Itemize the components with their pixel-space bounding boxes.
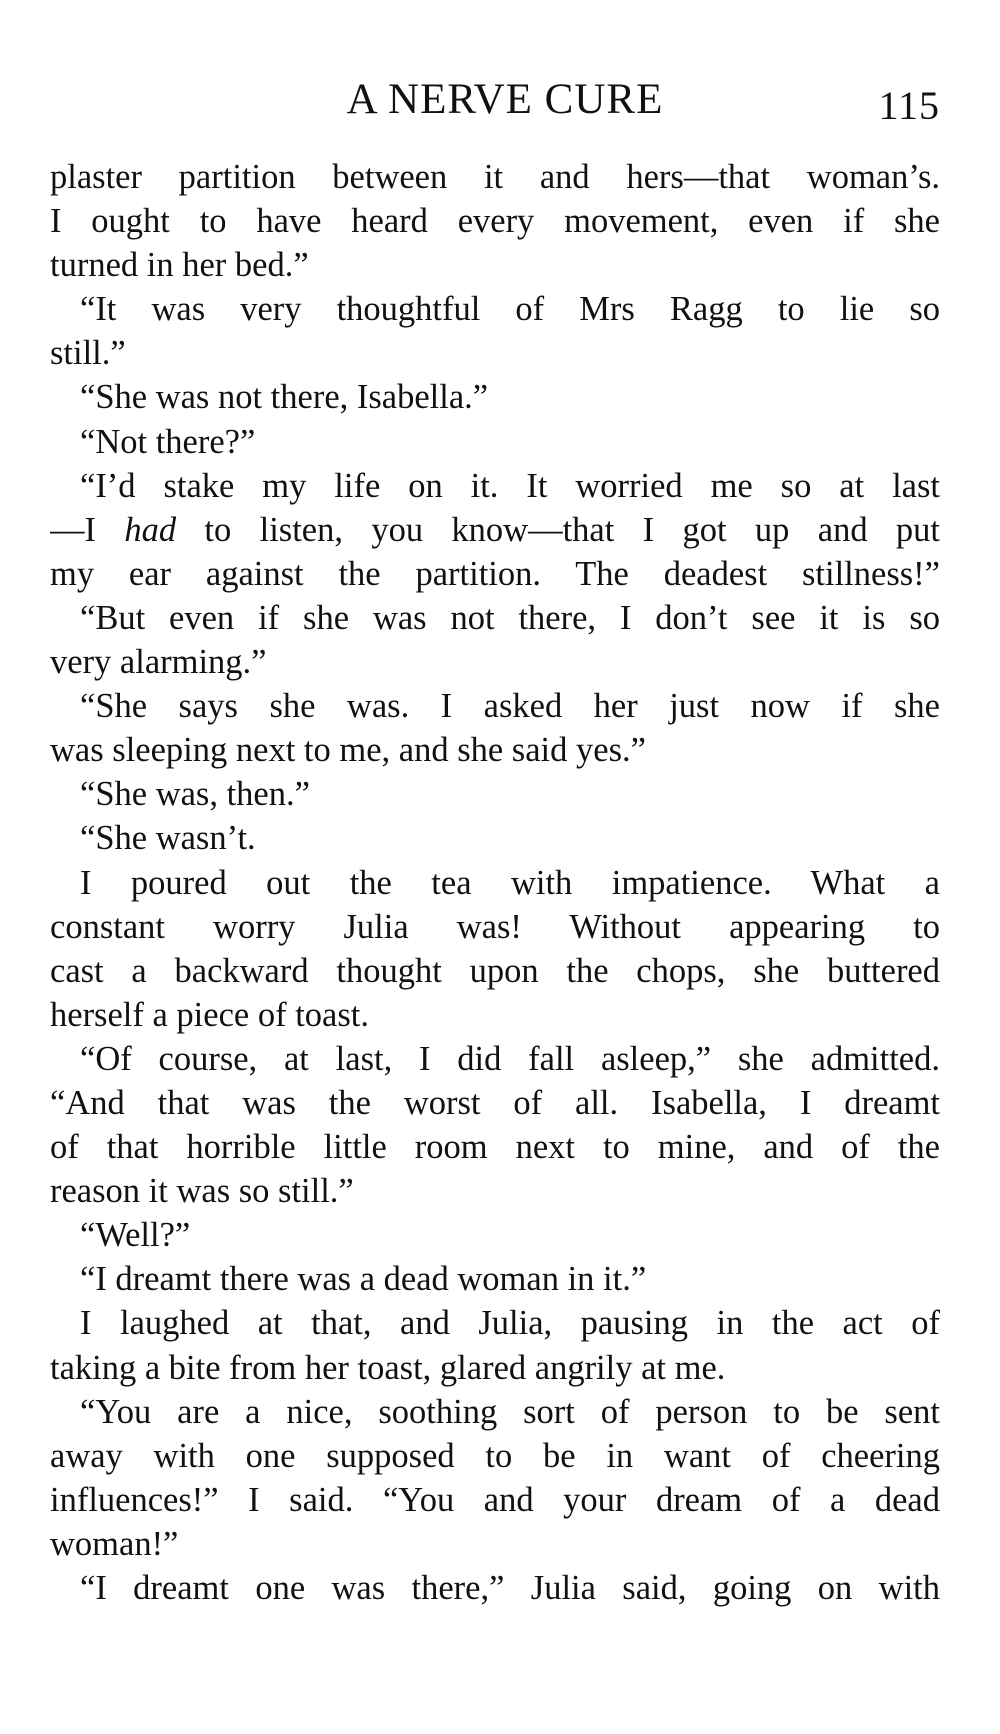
text-line: very alarming.”: [50, 643, 267, 682]
text-line: “I’d stake my life on it. It worried me so at last: [80, 466, 940, 505]
text-line: “You are a nice, soothing sort of person to be sent: [80, 1392, 940, 1431]
text-line: “I dreamt there was a dead woman in it.”: [80, 1260, 647, 1299]
text-line: “And that was the worst of all. Isabella, I dreamt: [50, 1083, 940, 1122]
text-line: was sleeping next to me, and she said yes.”: [50, 731, 646, 770]
running-header: [50, 70, 940, 130]
text-line: reason it was so still.”: [50, 1172, 354, 1211]
text-line: of that horrible little room next to mine, and of the: [50, 1128, 940, 1167]
text-line: cast a backward thought upon the chops, she buttered: [50, 951, 940, 990]
text-line: taking a bite from her toast, glared angrily at me.: [50, 1348, 726, 1387]
text-line: “But even if she was not there, I don’t see it is so: [80, 598, 940, 637]
text-line: I ought to have heard every movement, even if she: [50, 202, 940, 241]
text-line: herself a piece of toast.: [50, 995, 369, 1034]
text-line: “She says she was. I asked her just now if she: [80, 687, 940, 726]
text-line: turned in her bed.”: [50, 246, 309, 285]
text-line: away with one supposed to be in want of cheering: [50, 1436, 940, 1475]
text-line: “She was not there, Isabella.”: [80, 378, 489, 417]
text-line: “She was, then.”: [80, 775, 310, 814]
text-line: constant worry Julia was! Without appearing to: [50, 907, 940, 946]
text-line: I poured out the tea with impatience. What a: [80, 863, 940, 902]
page-number: 115: [878, 83, 940, 128]
text-line: still.”: [50, 334, 126, 373]
text-line: “Of course, at last, I did fall asleep,” she admitted.: [80, 1039, 940, 1078]
emphasis: had: [124, 510, 177, 549]
text-line: “I dreamt one was there,” Julia said, going on with: [80, 1569, 940, 1607]
text-line: I laughed at that, and Julia, pausing in the act of: [80, 1304, 940, 1343]
text-line: “She wasn’t.: [80, 819, 256, 858]
text-line: —I had to listen, you know—that I got up and put: [50, 510, 940, 549]
text-line: plaster partition between it and hers—that woman’s.: [50, 158, 940, 196]
text-line: influences!” I said. “You and your dream of a dead: [50, 1480, 940, 1519]
body-text: [50, 155, 940, 1610]
text-line: “It was very thoughtful of Mrs Ragg to lie so: [80, 290, 940, 329]
text-line: woman!”: [50, 1524, 179, 1563]
text-line: “Not there?”: [80, 422, 256, 461]
text-line: “Well?”: [80, 1216, 191, 1255]
text-line: my ear against the partition. The deadest stillness!”: [50, 554, 940, 593]
chapter-title: A NERVE CURE: [346, 76, 664, 123]
